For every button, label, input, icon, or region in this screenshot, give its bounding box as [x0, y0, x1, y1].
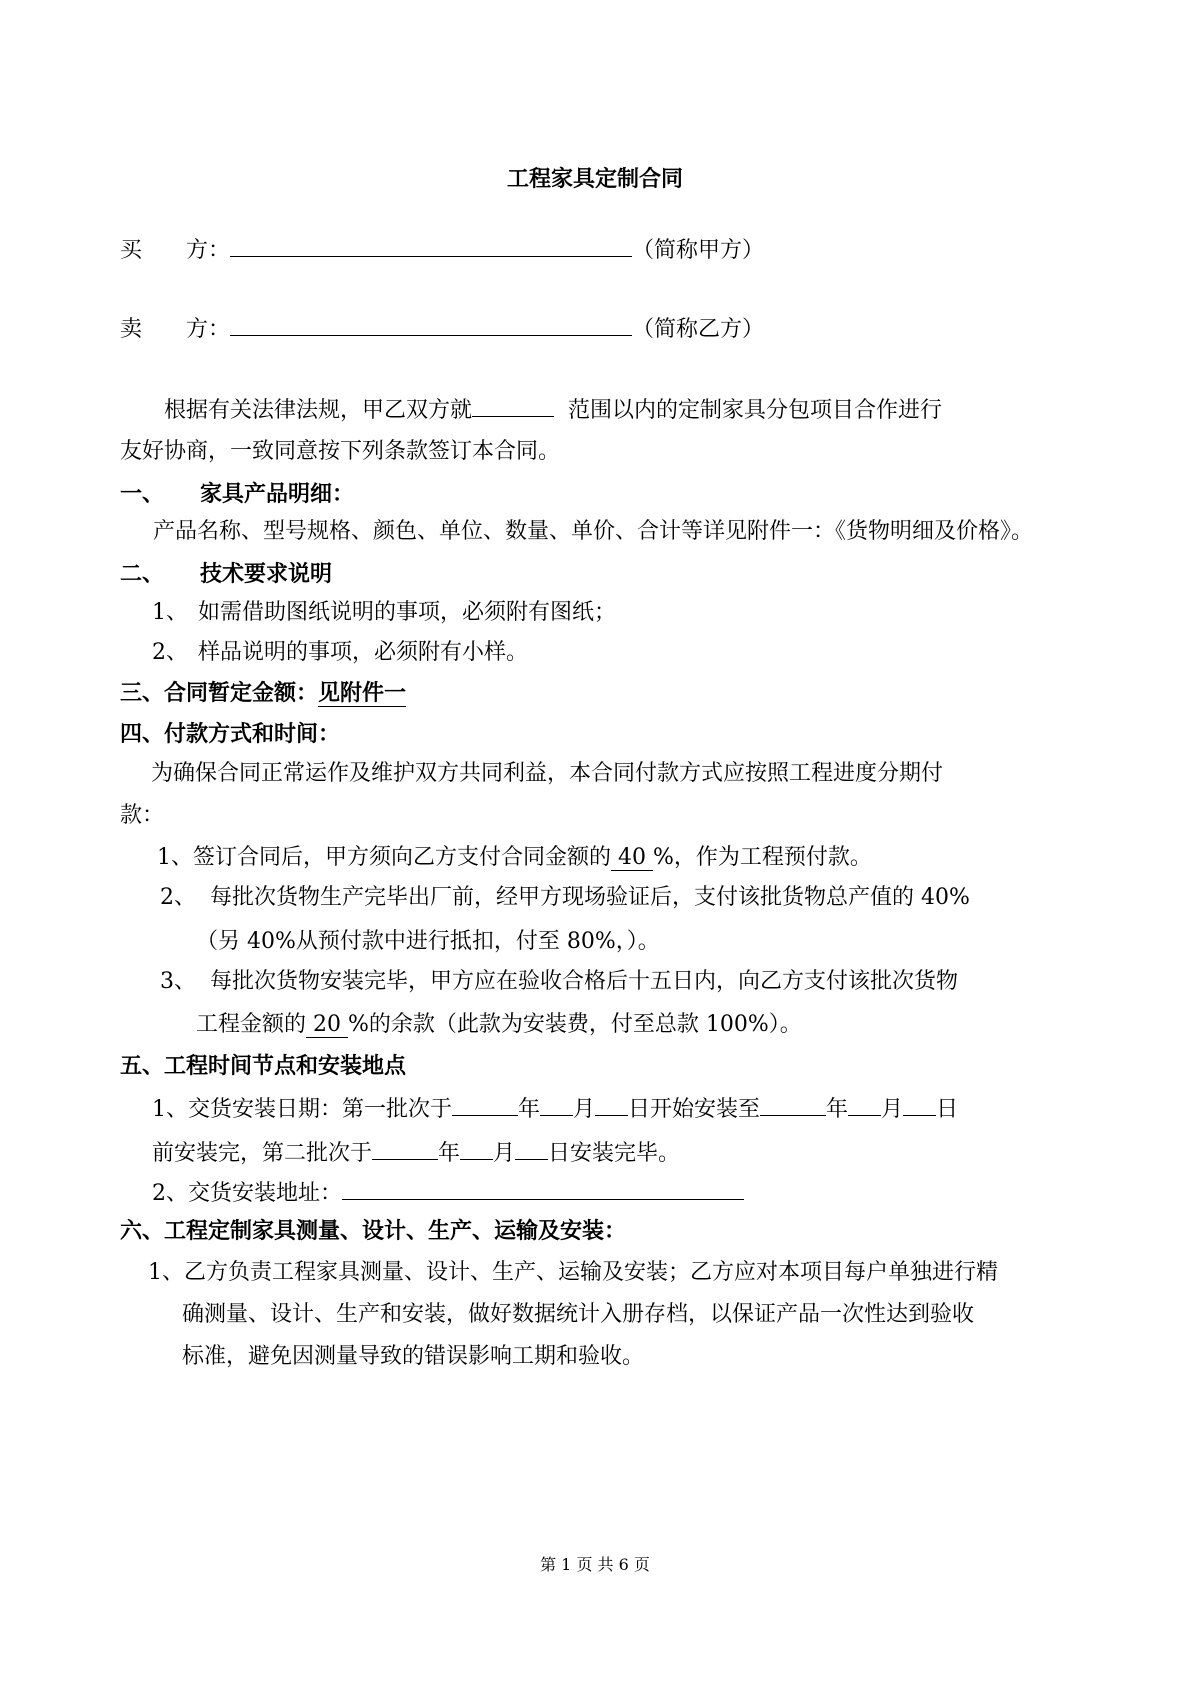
second-batch-label: 前安装完，第二批次于 — [152, 1141, 373, 1166]
section-6-para-line-2: 确测量、设计、生产和安装，做好数据统计入册存档，以保证产品一次性达到验收 — [182, 1302, 975, 1327]
section-2-number: 二、 — [120, 561, 165, 587]
first-batch-start-day-field[interactable] — [595, 1091, 628, 1116]
month-label: 月 — [881, 1097, 904, 1122]
section-4-item-1-text-b: %，作为工程预付款。 — [652, 845, 872, 870]
seller-name-field[interactable] — [230, 311, 632, 336]
delivery-date-label: 1、交货安装日期：第一批次于 — [152, 1097, 452, 1122]
section-4-item-3-number: 3、 — [160, 969, 196, 994]
section-1-number: 一、 — [120, 481, 165, 507]
first-batch-end-month-field[interactable] — [848, 1091, 881, 1116]
first-batch-end-day-field[interactable] — [903, 1091, 936, 1116]
first-batch-end-year-field[interactable] — [760, 1091, 826, 1116]
section-4-heading: 四、付款方式和时间： — [120, 721, 341, 747]
section-4-para-line-2: 款： — [120, 803, 165, 828]
seller-suffix: （简称乙方） — [632, 317, 765, 342]
seller-label-b: 方： — [186, 317, 231, 342]
section-2-item-2 — [152, 637, 528, 669]
section-5-heading: 五、工程时间节点和安装地点 — [120, 1053, 407, 1079]
section-4-item-3-line-1 — [160, 966, 958, 998]
first-batch-start-year-field[interactable] — [452, 1091, 518, 1116]
page-footer: 第 1 页 共 6 页 — [540, 1555, 650, 1574]
second-batch-month-field[interactable] — [460, 1135, 493, 1160]
buyer-name-field[interactable] — [230, 232, 632, 257]
section-2-item-1 — [152, 597, 616, 629]
install-start-text: 日开始安装至 — [628, 1097, 761, 1122]
section-1-body: 产品名称、型号规格、颜色、单位、数量、单价、合计等详见附件一：《货物明细及价格》。 — [153, 519, 1034, 544]
section-2-item-2-text: 样品说明的事项，必须附有小样。 — [198, 640, 529, 665]
section-6-para-line-3: 标准，避免因测量导致的错误影响工期和验收。 — [182, 1344, 645, 1369]
balance-percent-value: 20 — [306, 1012, 348, 1037]
section-4-item-3-text-b-post: %的余款（此款为安装费，付至总款 100%）。 — [348, 1012, 802, 1037]
first-batch-start-month-field[interactable] — [540, 1091, 573, 1116]
section-5-item-1-line-2 — [152, 1135, 680, 1170]
section-4-item-1-text-a: 1、签订合同后，甲方须向乙方支付合同金额的 — [157, 845, 611, 870]
intro-line-1 — [164, 392, 942, 427]
intro-text-1b: 范围以内的定制家具分包项目合作进行 — [568, 398, 943, 423]
seller-line — [120, 311, 764, 346]
section-6-heading: 六、工程定制家具测量、设计、生产、运输及安装： — [120, 1218, 627, 1244]
month-label: 月 — [493, 1141, 516, 1166]
intro-line-2: 友好协商，一致同意按下列条款签订本合同。 — [120, 439, 561, 464]
section-2-item-1-number: 1、 — [152, 600, 188, 625]
section-4-item-2-line-2: （另 40%从预付款中进行抵扣，付至 80%，）。 — [196, 929, 660, 954]
year-label: 年 — [518, 1097, 541, 1122]
delivery-address-label: 2、交货安装地址： — [152, 1181, 342, 1206]
section-4-para-line-1: 为确保合同正常运作及维护双方共同利益，本合同付款方式应按照工程进度分期付 — [151, 761, 944, 786]
section-1-heading — [120, 478, 354, 510]
section-4-item-2-text-a: 每批次货物生产完毕出厂前，经甲方现场验证后，支付该批货物总产值的 40% — [210, 885, 970, 910]
section-5-item-1-line-1 — [152, 1091, 958, 1126]
install-complete-text: 日安装完毕。 — [548, 1141, 681, 1166]
day-label: 日 — [936, 1097, 959, 1122]
prepayment-percent-value: 40 — [611, 845, 653, 870]
section-5-item-2 — [152, 1175, 744, 1210]
year-label: 年 — [438, 1141, 461, 1166]
section-2-title: 技术要求说明 — [200, 561, 333, 587]
intro-text-1a: 根据有关法律法规，甲乙双方就 — [164, 398, 473, 423]
section-1-title: 家具产品明细： — [200, 481, 355, 507]
delivery-address-field[interactable] — [342, 1175, 744, 1200]
buyer-label-b: 方： — [186, 238, 231, 263]
second-batch-day-field[interactable] — [515, 1135, 548, 1160]
second-batch-year-field[interactable] — [372, 1135, 438, 1160]
document-title: 工程家具定制合同 — [506, 166, 683, 192]
section-4-item-1 — [157, 842, 872, 874]
project-scope-field[interactable] — [472, 392, 554, 417]
buyer-label-a: 买 — [120, 238, 143, 263]
section-2-item-2-number: 2、 — [152, 640, 188, 665]
section-6-para-line-1: 1、乙方负责工程家具测量、设计、生产、运输及安装；乙方应对本项目每户单独进行精 — [148, 1260, 998, 1285]
contract-amount-value: 见附件一 — [318, 680, 407, 706]
section-4-item-2-number: 2、 — [160, 885, 196, 910]
section-3-heading — [120, 677, 406, 709]
section-2-heading — [120, 558, 332, 590]
section-3-title: 三、合同暂定金额： — [120, 680, 319, 706]
section-4-item-3-text-b-pre: 工程金额的 — [196, 1012, 307, 1037]
month-label: 月 — [573, 1097, 596, 1122]
seller-label-a: 卖 — [120, 317, 143, 342]
section-4-item-3-line-2 — [196, 1009, 802, 1041]
buyer-line — [120, 232, 764, 267]
year-label: 年 — [826, 1097, 849, 1122]
buyer-suffix: （简称甲方） — [632, 238, 765, 263]
section-4-item-3-text-a: 每批次货物安装完毕，甲方应在验收合格后十五日内，向乙方支付该批次货物 — [210, 969, 959, 994]
section-2-item-1-text: 如需借助图纸说明的事项，必须附有图纸； — [198, 600, 617, 625]
section-4-item-2-line-1 — [160, 882, 970, 914]
